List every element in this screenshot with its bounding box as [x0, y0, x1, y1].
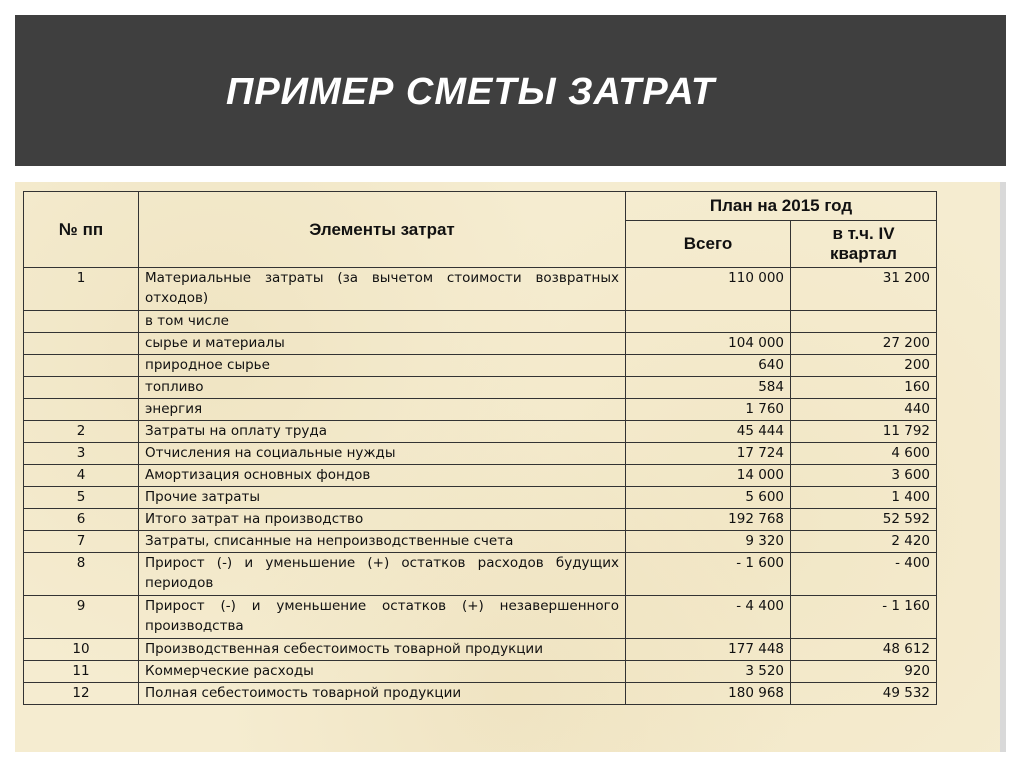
row-q4: 2 420 — [791, 531, 937, 553]
row-q4: 440 — [791, 399, 937, 421]
table-row — [24, 639, 937, 661]
table-row — [24, 333, 937, 355]
row-num — [24, 311, 139, 333]
table-row — [24, 661, 937, 683]
row-total: 14 000 — [626, 465, 791, 487]
header-elements: Элементы затрат — [139, 192, 626, 268]
row-num: 7 — [24, 531, 139, 553]
row-total: 180 968 — [626, 683, 791, 705]
row-num: 6 — [24, 509, 139, 531]
row-q4: 200 — [791, 355, 937, 377]
table-row — [24, 553, 937, 596]
row-name: Амортизация основных фондов — [139, 465, 626, 487]
row-q4: 27 200 — [791, 333, 937, 355]
row-name: Прирост (-) и уменьшение (+) остатков расходов будущих периодов — [139, 553, 626, 596]
row-name: Затраты на оплату труда — [139, 421, 626, 443]
row-name: энергия — [139, 399, 626, 421]
cost-estimate-table — [23, 191, 937, 705]
row-total: 9 320 — [626, 531, 791, 553]
row-name: топливо — [139, 377, 626, 399]
row-q4: 3 600 — [791, 465, 937, 487]
row-name: природное сырье — [139, 355, 626, 377]
row-name: Материальные затраты (за вычетом стоимости возвратных отходов) — [139, 268, 626, 311]
row-total: 110 000 — [626, 268, 791, 311]
row-total: 5 600 — [626, 487, 791, 509]
row-num — [24, 333, 139, 355]
row-num: 4 — [24, 465, 139, 487]
row-num: 9 — [24, 596, 139, 639]
table-row — [24, 377, 937, 399]
header-q4: в т.ч. IV квартал — [791, 221, 937, 268]
row-total: 45 444 — [626, 421, 791, 443]
row-name: Затраты, списанные на непроизводственные счета — [139, 531, 626, 553]
table-row — [24, 683, 937, 705]
row-name: Прирост (-) и уменьшение остатков (+) незавершенного производства — [139, 596, 626, 639]
row-num: 2 — [24, 421, 139, 443]
table-row — [24, 531, 937, 553]
row-num: 5 — [24, 487, 139, 509]
row-q4: 1 400 — [791, 487, 937, 509]
row-name: Производственная себестоимость товарной продукции — [139, 639, 626, 661]
divider-strip — [15, 166, 1006, 182]
row-total: 1 760 — [626, 399, 791, 421]
row-num — [24, 399, 139, 421]
row-name: в том числе — [139, 311, 626, 333]
row-total: 640 — [626, 355, 791, 377]
table-row — [24, 311, 937, 333]
row-q4: 11 792 — [791, 421, 937, 443]
row-name: Прочие затраты — [139, 487, 626, 509]
row-total: 192 768 — [626, 509, 791, 531]
slide-title: ПРИМЕР СМЕТЫ ЗАТРАТ — [226, 71, 716, 113]
row-num: 10 — [24, 639, 139, 661]
row-num — [24, 355, 139, 377]
row-num: 11 — [24, 661, 139, 683]
row-num: 12 — [24, 683, 139, 705]
header-total: Всего — [626, 221, 791, 268]
table-row — [24, 443, 937, 465]
row-num: 8 — [24, 553, 139, 596]
row-total: 104 000 — [626, 333, 791, 355]
table-row — [24, 268, 937, 311]
row-name: сырье и материалы — [139, 333, 626, 355]
row-q4: 49 532 — [791, 683, 937, 705]
header-plan: План на 2015 год — [626, 192, 937, 221]
row-total: 584 — [626, 377, 791, 399]
row-q4: - 1 160 — [791, 596, 937, 639]
row-total: 3 520 — [626, 661, 791, 683]
row-num: 1 — [24, 268, 139, 311]
row-q4: 160 — [791, 377, 937, 399]
row-q4: 48 612 — [791, 639, 937, 661]
row-total: 17 724 — [626, 443, 791, 465]
row-name: Отчисления на социальные нужды — [139, 443, 626, 465]
table-row — [24, 355, 937, 377]
row-total — [626, 311, 791, 333]
row-total: 177 448 — [626, 639, 791, 661]
table-row — [24, 399, 937, 421]
row-name: Полная себестоимость товарной продукции — [139, 683, 626, 705]
row-name: Итого затрат на производство — [139, 509, 626, 531]
row-num — [24, 377, 139, 399]
row-q4 — [791, 311, 937, 333]
row-total: - 1 600 — [626, 553, 791, 596]
row-q4: 920 — [791, 661, 937, 683]
table-row — [24, 421, 937, 443]
row-num: 3 — [24, 443, 139, 465]
row-q4: 52 592 — [791, 509, 937, 531]
table-row — [24, 465, 937, 487]
row-q4: - 400 — [791, 553, 937, 596]
row-total: - 4 400 — [626, 596, 791, 639]
header-num: № пп — [24, 192, 139, 268]
table-row — [24, 596, 937, 639]
table-row — [24, 487, 937, 509]
row-q4: 4 600 — [791, 443, 937, 465]
row-name: Коммерческие расходы — [139, 661, 626, 683]
row-q4: 31 200 — [791, 268, 937, 311]
table-row — [24, 509, 937, 531]
